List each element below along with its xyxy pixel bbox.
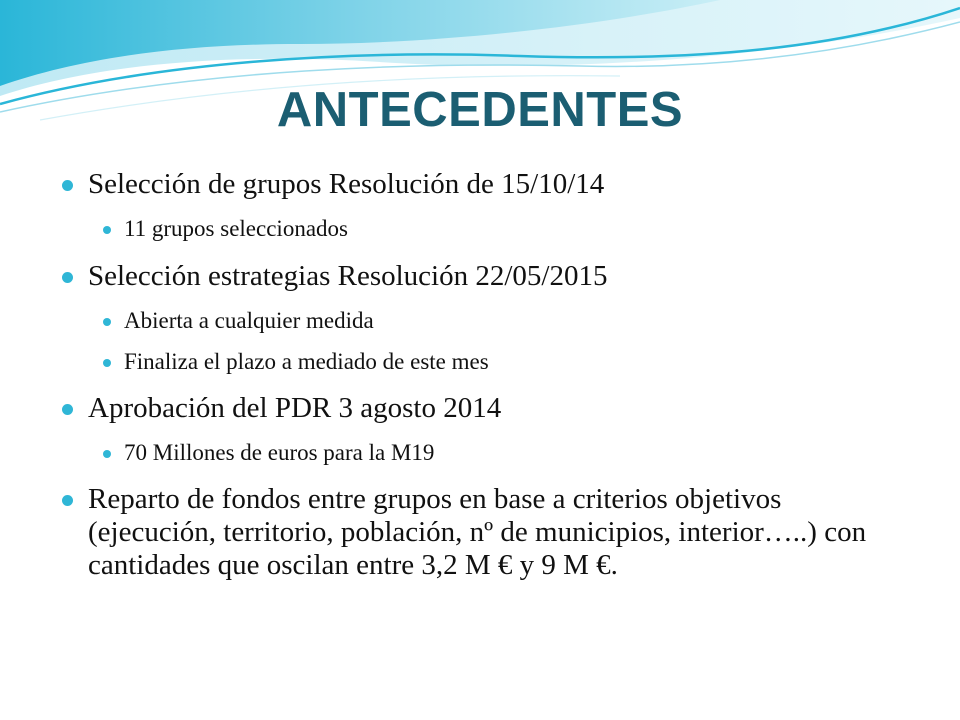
bullet-dot-icon [62, 404, 73, 415]
bullet-dot-icon [62, 495, 73, 506]
sub-bullet-text: 70 Millones de euros para la M19 [124, 440, 435, 465]
bullet-dot-icon [62, 272, 73, 283]
sub-bullet-item [56, 439, 916, 467]
sub-bullet-text: Finaliza el plazo a mediado de este mes [124, 349, 489, 374]
bullet-list [56, 168, 916, 582]
sub-bullet-text: 11 grupos seleccionados [124, 216, 348, 241]
bullet-dot-icon [103, 359, 111, 367]
bullet-item [56, 483, 916, 582]
bullet-dot-icon [103, 226, 111, 234]
bullet-text: Reparto de fondos entre grupos en base a criterios objetivos (ejecución, territorio, población, nº de municipios, interior…..) con cantidades que oscilan entre 3,2 M € y 9 M €. [88, 483, 867, 581]
sub-bullet-item [56, 307, 916, 335]
slide-title: ANTECEDENTES [276, 83, 684, 137]
bullet-dot-icon [103, 450, 111, 458]
bullet-item [56, 392, 916, 425]
bullet-text: Selección estrategias Resolución 22/05/2015 [88, 260, 608, 292]
bullet-item [56, 168, 916, 201]
bullet-dot-icon [103, 318, 111, 326]
bullet-text: Selección de grupos Resolución de 15/10/14 [88, 168, 605, 200]
bullet-text: Aprobación del PDR 3 agosto 2014 [88, 392, 502, 424]
sub-bullet-text: Abierta a cualquier medida [124, 308, 374, 333]
bullet-item [56, 260, 916, 293]
sub-bullet-item [56, 348, 916, 376]
bullet-dot-icon [62, 180, 73, 191]
sub-bullet-item [56, 215, 916, 243]
